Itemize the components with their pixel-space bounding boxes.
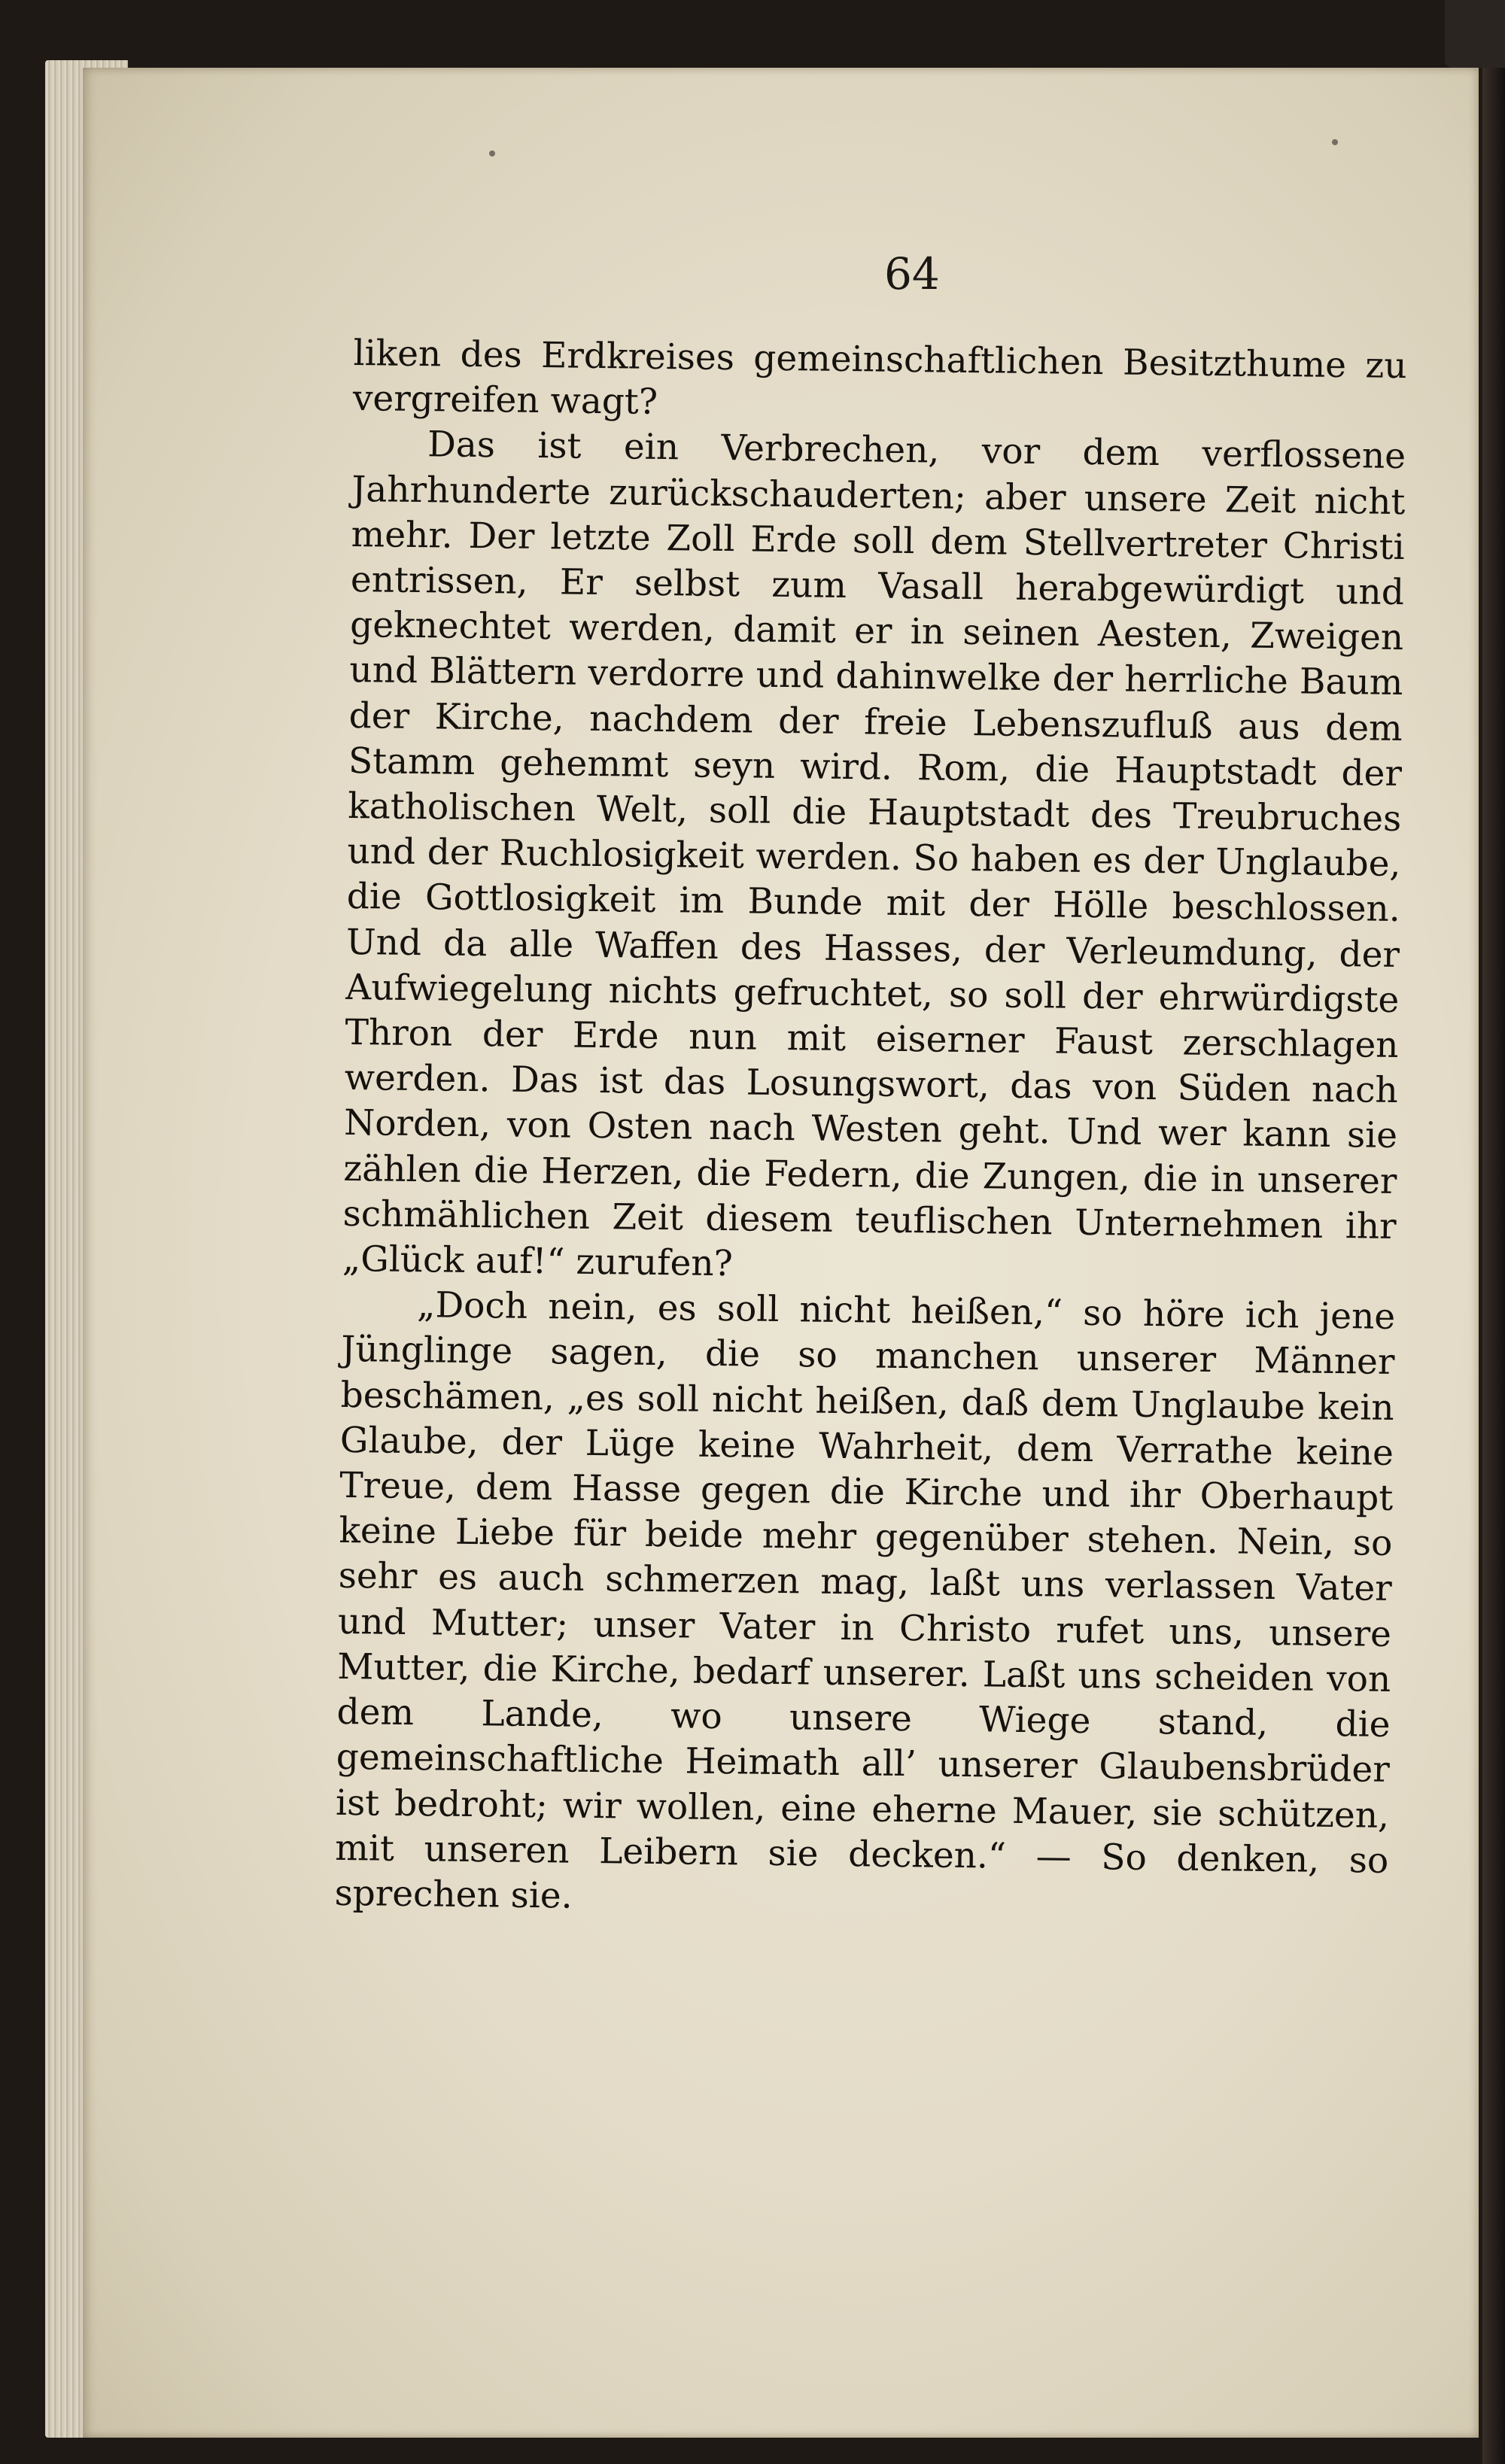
- book-cover-edge: [1482, 0, 1505, 2464]
- book-cover-corner: [1445, 0, 1505, 68]
- paragraph: „Doch nein, es soll nicht heißen,“ so höre ich jene Jünglinge sagen, die so manchen unserer Männer beschämen, „es soll nicht heißen, daß dem Unglaube kein Glaube, der Lüge keine Wahrheit, dem Verrathe keine Treue, dem Hasse gegen die Kirche und ihr Oberhaupt keine Liebe für beide mehr gegenüber stehen. Nein, so sehr es auch schmerzen mag, laßt uns verlassen Vater und Mutter; unser Vater in Christo rufet uns, unsere Mutter, die Kirche, bedarf unserer. Laßt uns scheiden von dem Lande, wo unsere Wiege stand, die gemeinschaftliche Heimath all’ unserer Glaubensbrüder ist bedroht; wir wollen, eine eherne Mauer, sie schützen, mit unseren Leibern sie decken.“ — So denken, so sprechen sie.: [334, 1284, 1396, 1917]
- paragraph: Das ist ein Verbrechen, vor dem verflossene Jahrhunderte zurückschauderten; aber unsere Zeit nicht mehr. Der letzte Zoll Erde soll dem Stellvertreter Christi entrissen, Er selbst zum Vasall herabgewürdigt und geknechtet werden, damit er in seinen Aesten, Zweigen und Blättern verdorre und dahinwelke der herrliche Baum der Kirche, nachdem der freie Lebenszufluß aus dem Stamm gehemmt seyn wird. Rom, die Hauptstadt der katholischen Welt, soll die Hauptstadt des Treubruches und der Ruchlosigkeit werden. So haben es der Unglaube, die Gottlosigkeit im Bunde mit der Hölle beschlossen. Und da alle Waffen des Hasses, der Verleumdung, der Aufwiegelung nichts gefruchtet, so soll der ehrwürdigste Thron der Erde nun mit eiserner Faust zerschlagen werden. Das ist das Losungswort, das von Süden nach Norden, von Osten nach Westen geht. Und wer kann sie zählen die Herzen, die Federn, die Zungen, die in unserer schmählichen Zeit diesem teuflischen Unternehmen ihr „Glück auf!“ zurufen?: [342, 424, 1406, 1285]
- paper-speck: [1332, 139, 1338, 145]
- paragraph-continuation: liken des Erdkreises gemeinschaftlichen Besitzthume zu vergreifen wagt?: [352, 332, 1407, 424]
- body-text: [334, 331, 1407, 1929]
- paper-speck: [489, 150, 495, 156]
- page-number: 64: [884, 248, 940, 299]
